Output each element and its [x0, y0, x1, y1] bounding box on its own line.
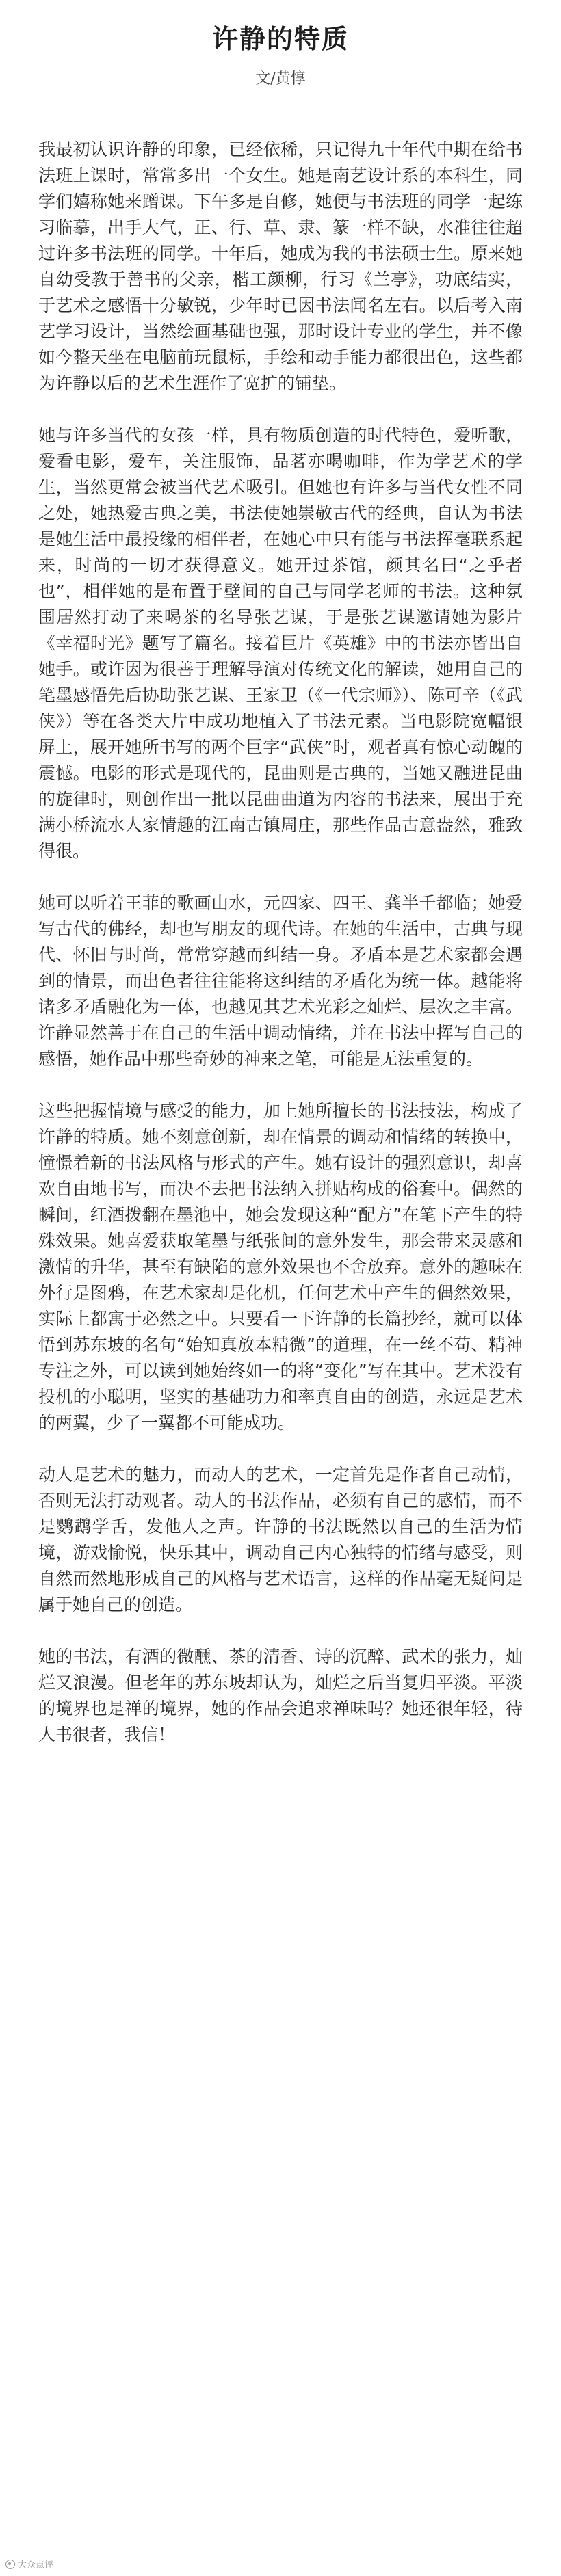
watermark-text: 大众点评 [18, 2560, 54, 2571]
paragraph-6: 她的书法，有酒的微醺、茶的清香、诗的沉醉、武术的张力，灿烂又浪漫。但老年的苏东坡却认为，灿烂之后当复归平淡。平淡的境界也是禅的境界，她的作品会追求禅味吗？她还很年轻，待人书很者，我信！ [38, 1647, 523, 1744]
paragraph-2: 她与许多当代的女孩一样，具有物质创造的时代特色，爱听歌，爱看电影，爱车，关注服饰，品茗亦喝咖啡，作为学艺术的学生，当然更常会被当代艺术吸引。但她也有许多与当代女性不同之处，她热爱古典之美，书法使她崇敬古代的经典，自认为书法是她生活中最投缘的相伴者，在她心中只有能与书法挥毫联系起来，时尚的一切才获得意义。她开过茶馆，颜其名曰“之乎者也”，相伴她的是布置于壁间的自己与同学老师的书法。这种氛围居然打动了来喝茶的名导张艺谋，于是张艺谋邀请她为影片《幸福时光》题写了篇名。接着巨片《英雄》中的书法亦皆出自她手。或许因为很善于理解导演对传统文化的解读，她用自己的笔墨感悟先后协助张艺谋、王家卫（《一代宗师》）、陈可辛（《武侠》）等在各类大片中成功地植入了书法元素。当电影院宽幅银屏上，展开她所书写的两个巨字“武侠”时，观者真有惊心动魄的震憾。电影的形式是现代的，昆曲则是古典的，当她又融进昆曲的旋律时，则创作出一批以昆曲曲道为内容的书法来，展出于充满小桥流水人家情趣的江南古镇周庄，那些作品古意盎然，雅致得很。 [38, 425, 523, 861]
article [38, 15, 523, 1748]
watermark-logo-icon [5, 2560, 15, 2569]
watermark [5, 2558, 53, 2571]
article-title: 许静的特质 [211, 24, 349, 54]
paragraph-4: 这些把握情境与感受的能力，加上她所擅长的书法技法，构成了许静的特质。她不刻意创新，却在情景的调动和情绪的转换中，憧憬着新的书法风格与形式的产生。她有设计的强烈意识，却喜欢自由地书写，而决不去把书法纳入拼贴构成的俗套中。偶然的瞬间，红酒拨翻在墨池中，她会发现这种“配方”在笔下产生的特殊效果。她喜爱获取笔墨与纸张间的意外发生，那会带来灵感和激情的升华，甚至有缺陷的意外效果也不舍放弃。意外的趣味在外行是图鸦，在艺术家却是化机，任何艺术中产生的偶然效果，实际上都寓于必然之中。只要看一下许静的长篇抄经，就可以体悟到苏东坡的名句“始知真放本精微”的道理，在一丝不苟、精神专注之外，可以读到她始终如一的将“变化”写在其中。艺术没有投机的小聪明，坚实的基础功力和率真自由的创造，永远是艺术的两翼，少了一翼都不可能成功。 [38, 1101, 523, 1433]
article-body [38, 137, 523, 1748]
article-byline: 文/黄惇 [255, 70, 306, 88]
paragraph-5: 动人是艺术的魅力，而动人的艺术，一定首先是作者自己动情，否则无法打动观者。动人的书法作品，必须有自己的感情，而不是鹦鹉学舌，发他人之声。许静的书法既然以自己的生活为情境，游戏愉悦，快乐其中，调动自己内心独特的情绪与感受，则自然而然地形成自己的风格与艺术语言，这样的作品毫无疑问是属于她自己的创造。 [38, 1465, 523, 1615]
paragraph-1: 我最初认识许静的印象，已经依稀，只记得九十年代中期在给书法班上课时，常常多出一个女生。她是南艺设计系的本科生，同学们嬉称她来蹭课。下午多是自修，她便与书法班的同学一起练习临摹，出手大气，正、行、草、隶、篆一样不缺，水准往往超过许多书法班的同学。十年后，她成为我的书法硕士生。原来她自幼受教于善书的父亲，楷工颜柳，行习《兰亭》，功底结实，于艺术之感悟十分敏锐，少年时已因书法闻名左右。以后考入南艺学习设计，当然绘画基础也强，那时设计专业的学生，并不像如今整天坐在电脑前玩鼠标，手绘和动手能力都很出色，这些都为许静以后的艺术生涯作了宽扩的铺垫。 [38, 140, 523, 393]
paragraph-3: 她可以听着王菲的歌画山水，元四家、四王、龚半千都临；她爱写古代的佛经，却也写朋友的现代诗。在她的生活中，古典与现代、怀旧与时尚，常常穿越而纠结一身。矛盾本是艺术家都会遇到的情景，而出色者往往能将这纠结的矛盾化为统一体。越能将诸多矛盾融化为一体，也越见其艺术光彩之灿烂、层次之丰富。许静显然善于在自己的生活中调动情绪，并在书法中挥写自己的感悟，她作品中那些奇妙的神来之笔，可能是无法重复的。 [38, 893, 523, 1069]
